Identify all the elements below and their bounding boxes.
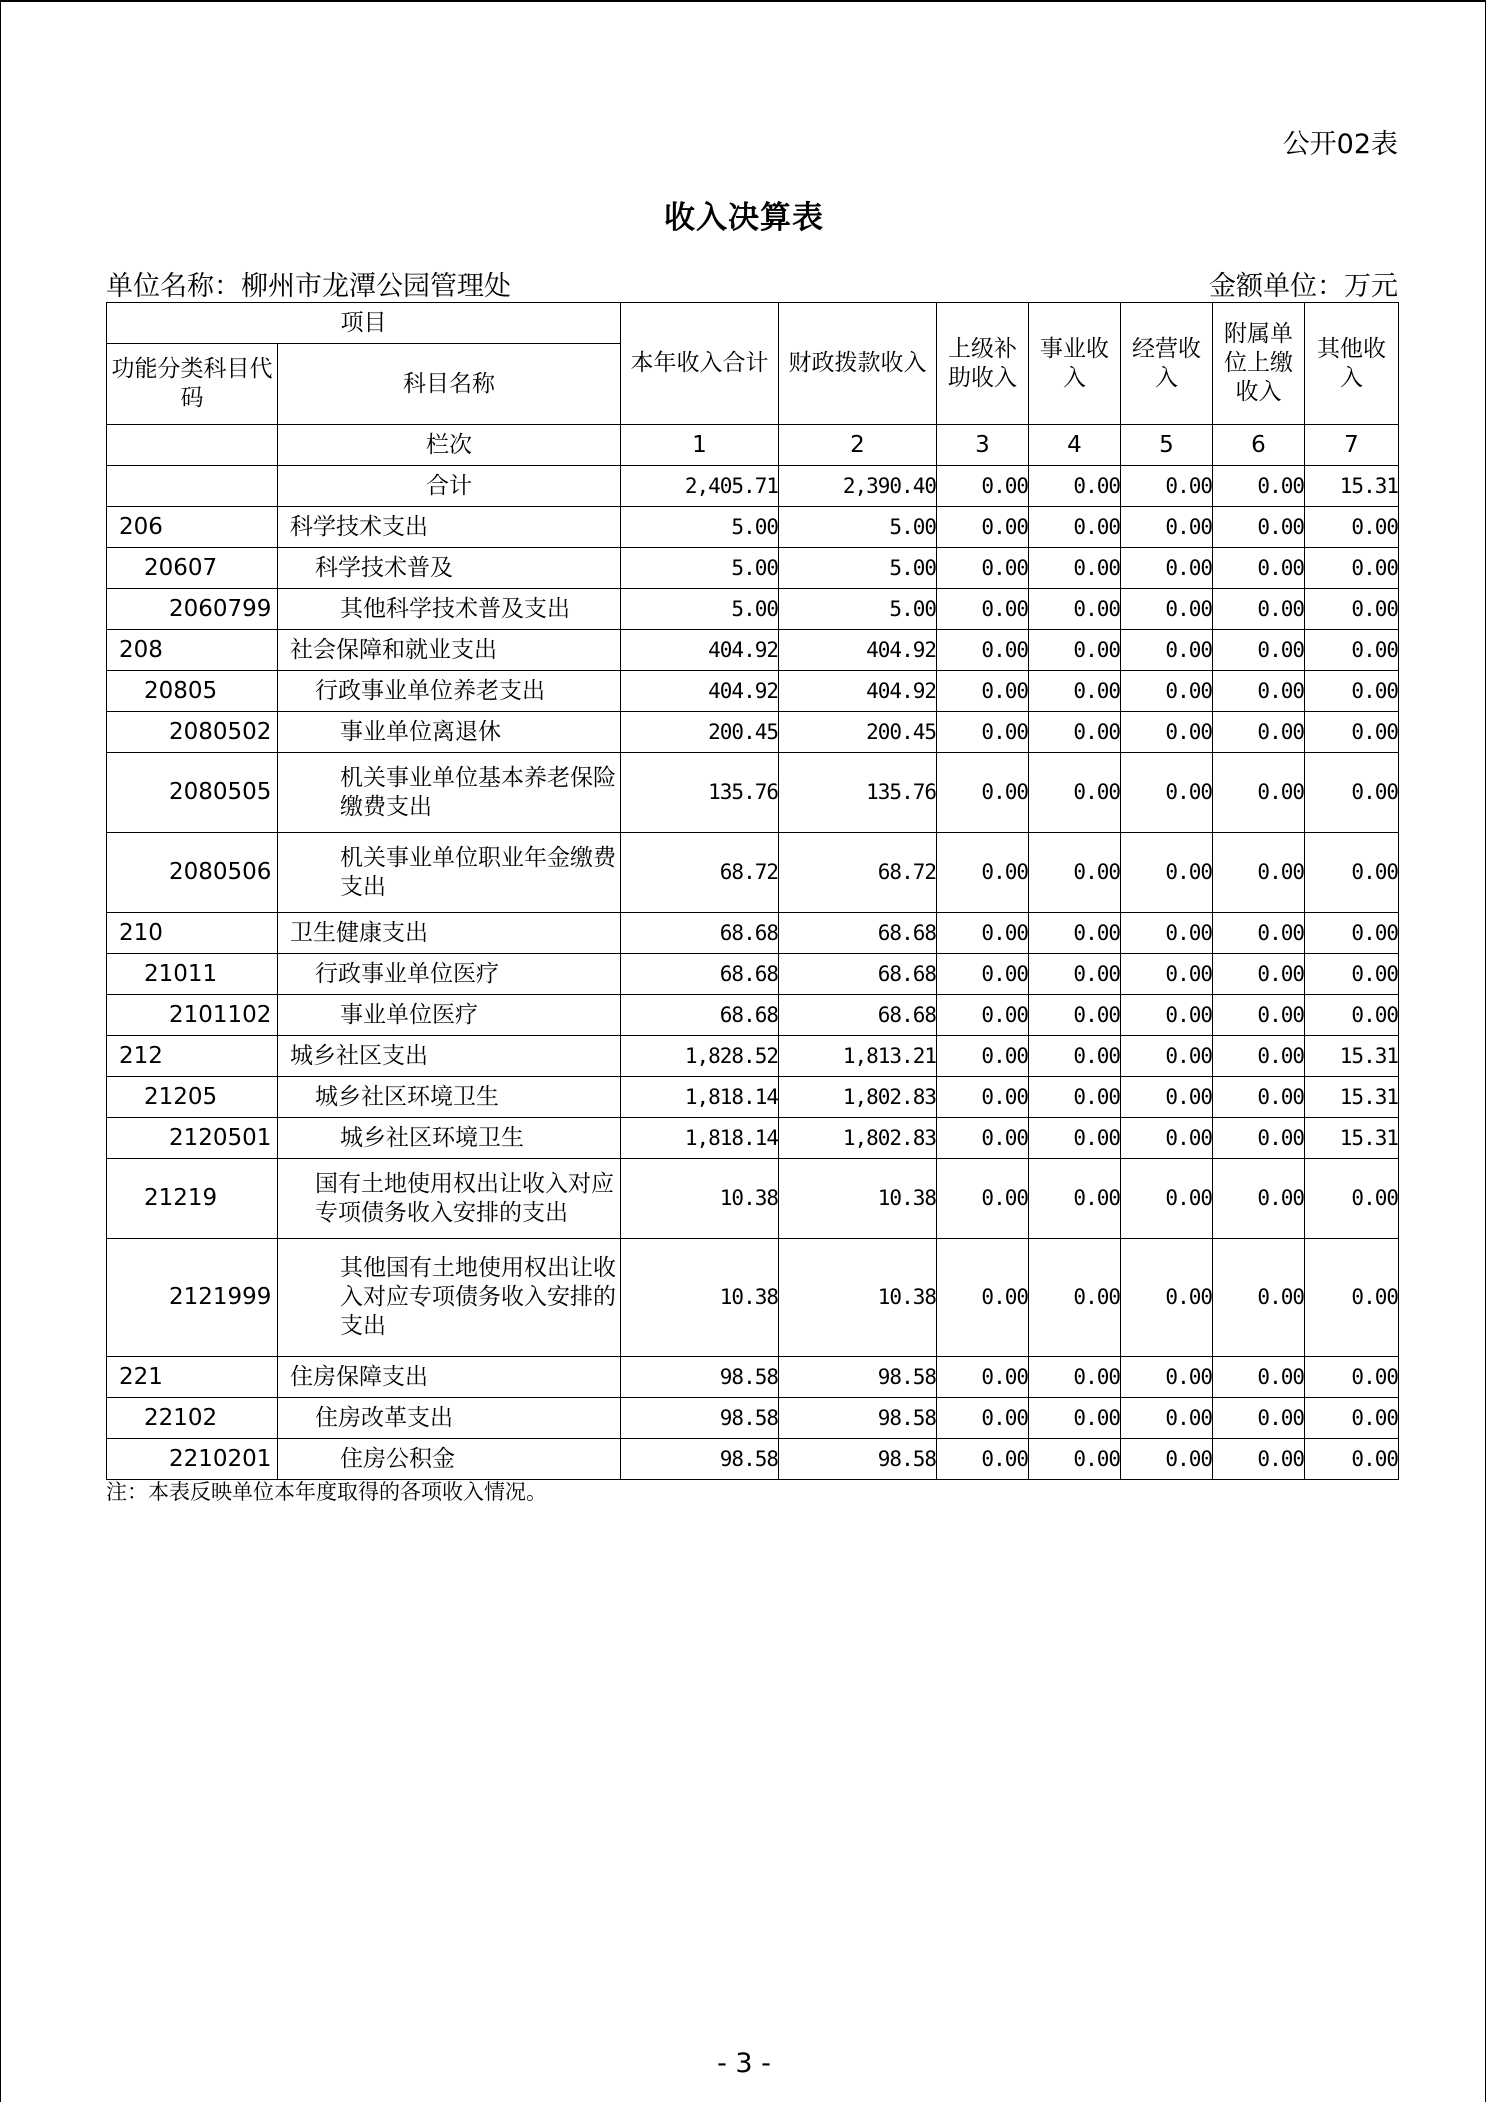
row-value-col1: 98.58 [621,1357,779,1398]
row-value-col2: 404.92 [779,671,937,712]
row-value-col3: 0.00 [937,507,1029,548]
row-code: 208 [107,630,278,671]
column-index-label: 栏次 [278,425,621,466]
row-name: 其他国有土地使用权出让收入对应专项债务收入安排的支出 [278,1239,621,1357]
page-number: - 3 - [717,2048,771,2079]
row-value-col3: 0.00 [937,1118,1029,1159]
header-col1: 本年收入合计 [621,303,779,425]
row-code: 2080505 [107,753,278,833]
row-value-col3: 0.00 [937,1398,1029,1439]
table-row [107,1398,1399,1439]
row-value-col2: 98.58 [779,1439,937,1480]
header-col6: 附属单位上缴收入 [1213,303,1305,425]
row-code: 2210201 [107,1439,278,1480]
row-code: 21011 [107,954,278,995]
row-value-col1: 5.00 [621,507,779,548]
header-code: 功能分类科目代码 [107,344,278,425]
row-value-col1: 1,828.52 [621,1036,779,1077]
row-value-col7: 0.00 [1305,1439,1399,1480]
row-value-col3: 0.00 [937,833,1029,913]
row-value-col7: 0.00 [1305,1398,1399,1439]
row-code: 2120501 [107,1118,278,1159]
row-name: 科学技术支出 [278,507,621,548]
row-value-col5: 0.00 [1121,1036,1213,1077]
row-value-col3: 0.00 [937,995,1029,1036]
row-value-col4: 0.00 [1029,548,1121,589]
row-value-col3: 0.00 [937,753,1029,833]
row-code: 210 [107,913,278,954]
row-code: 212 [107,1036,278,1077]
row-value-col7: 0.00 [1305,589,1399,630]
row-value-col1: 98.58 [621,1439,779,1480]
row-value-col1: 10.38 [621,1159,779,1239]
row-value-col7: 0.00 [1305,1159,1399,1239]
row-value-col7: 0.00 [1305,548,1399,589]
row-value-col4: 0.00 [1029,466,1121,507]
row-value-col2: 5.00 [779,548,937,589]
row-value-col6: 0.00 [1213,1118,1305,1159]
row-value-col5: 0.00 [1121,913,1213,954]
row-code: 2121999 [107,1239,278,1357]
row-value-col5: 0.00 [1121,1159,1213,1239]
row-value-col4: 0.00 [1029,1036,1121,1077]
row-value-col4: 0.00 [1029,671,1121,712]
table-row [107,630,1399,671]
row-value-col7: 0.00 [1305,913,1399,954]
row-value-col6: 0.00 [1213,712,1305,753]
table-row [107,466,1399,507]
row-value-col2: 68.68 [779,913,937,954]
row-value-col2: 404.92 [779,630,937,671]
row-value-col3: 0.00 [937,466,1029,507]
row-value-col3: 0.00 [937,1239,1029,1357]
row-value-col7: 15.31 [1305,1036,1399,1077]
row-value-col4: 0.00 [1029,589,1121,630]
table-row [107,1118,1399,1159]
row-value-col1: 5.00 [621,589,779,630]
row-value-col3: 0.00 [937,589,1029,630]
row-value-col7: 0.00 [1305,1357,1399,1398]
row-value-col5: 0.00 [1121,630,1213,671]
row-value-col1: 10.38 [621,1239,779,1357]
row-code: 22102 [107,1398,278,1439]
row-name: 事业单位离退休 [278,712,621,753]
row-value-col3: 0.00 [937,1077,1029,1118]
row-value-col6: 0.00 [1213,1159,1305,1239]
row-value-col4: 0.00 [1029,712,1121,753]
row-value-col1: 404.92 [621,630,779,671]
row-value-col3: 0.00 [937,1159,1029,1239]
row-name: 事业单位医疗 [278,995,621,1036]
row-value-col5: 0.00 [1121,1118,1213,1159]
row-value-col6: 0.00 [1213,1036,1305,1077]
row-code: 221 [107,1357,278,1398]
row-value-col6: 0.00 [1213,507,1305,548]
row-name: 科学技术普及 [278,548,621,589]
column-index-7: 7 [1305,425,1399,466]
row-value-col6: 0.00 [1213,1398,1305,1439]
table-body [107,466,1399,1480]
header-name: 科目名称 [278,344,621,425]
row-value-col1: 1,818.14 [621,1118,779,1159]
income-table [106,302,1399,1480]
row-value-col1: 68.68 [621,954,779,995]
row-value-col7: 0.00 [1305,712,1399,753]
row-value-col6: 0.00 [1213,995,1305,1036]
row-value-col5: 0.00 [1121,1398,1213,1439]
row-value-col4: 0.00 [1029,1077,1121,1118]
row-value-col4: 0.00 [1029,833,1121,913]
row-value-col7: 0.00 [1305,995,1399,1036]
row-value-col7: 0.00 [1305,671,1399,712]
table-row [107,753,1399,833]
row-value-col2: 10.38 [779,1159,937,1239]
row-value-col3: 0.00 [937,630,1029,671]
column-index-6: 6 [1213,425,1305,466]
row-value-col5: 0.00 [1121,507,1213,548]
table-header [107,303,1399,466]
row-value-col4: 0.00 [1029,995,1121,1036]
table-row [107,548,1399,589]
row-code: 2101102 [107,995,278,1036]
row-value-col5: 0.00 [1121,995,1213,1036]
header-col2: 财政拨款收入 [779,303,937,425]
row-value-col3: 0.00 [937,671,1029,712]
table-note: 注：本表反映单位本年度取得的各项收入情况。 [106,1480,547,1504]
row-value-col7: 15.31 [1305,466,1399,507]
row-value-col3: 0.00 [937,712,1029,753]
row-value-col5: 0.00 [1121,1439,1213,1480]
row-value-col1: 68.68 [621,913,779,954]
row-value-col6: 0.00 [1213,954,1305,995]
row-value-col5: 0.00 [1121,954,1213,995]
row-value-col2: 200.45 [779,712,937,753]
row-name: 卫生健康支出 [278,913,621,954]
row-value-col1: 404.92 [621,671,779,712]
row-value-col5: 0.00 [1121,712,1213,753]
row-value-col7: 0.00 [1305,630,1399,671]
row-value-col6: 0.00 [1213,466,1305,507]
row-name: 住房公积金 [278,1439,621,1480]
row-value-col1: 68.68 [621,995,779,1036]
row-value-col5: 0.00 [1121,833,1213,913]
table-row [107,1239,1399,1357]
row-value-col6: 0.00 [1213,1239,1305,1357]
row-value-col4: 0.00 [1029,1239,1121,1357]
table-row [107,954,1399,995]
row-value-col4: 0.00 [1029,1439,1121,1480]
row-value-col5: 0.00 [1121,589,1213,630]
amount-unit: 金额单位：万元 [1209,271,1398,302]
row-value-col2: 5.00 [779,589,937,630]
column-index-2: 2 [779,425,937,466]
row-value-col3: 0.00 [937,954,1029,995]
row-code: 21219 [107,1159,278,1239]
row-value-col2: 1,802.83 [779,1118,937,1159]
row-value-col7: 0.00 [1305,507,1399,548]
row-value-col3: 0.00 [937,1439,1029,1480]
row-value-col5: 0.00 [1121,548,1213,589]
column-index-3: 3 [937,425,1029,466]
row-value-col4: 0.00 [1029,1357,1121,1398]
row-value-col6: 0.00 [1213,671,1305,712]
column-index-1: 1 [621,425,779,466]
row-value-col7: 0.00 [1305,833,1399,913]
row-value-col1: 2,405.71 [621,466,779,507]
header-col5: 经营收入 [1121,303,1213,425]
form-number: 公开02表 [1282,129,1398,160]
row-value-col5: 0.00 [1121,671,1213,712]
table-row [107,1077,1399,1118]
row-value-col2: 98.58 [779,1357,937,1398]
table-row [107,995,1399,1036]
row-value-col2: 1,813.21 [779,1036,937,1077]
row-value-col4: 0.00 [1029,913,1121,954]
row-value-col2: 1,802.83 [779,1077,937,1118]
row-value-col2: 135.76 [779,753,937,833]
row-value-col5: 0.00 [1121,753,1213,833]
row-name: 住房保障支出 [278,1357,621,1398]
row-value-col3: 0.00 [937,1036,1029,1077]
row-value-col1: 68.72 [621,833,779,913]
table-row [107,913,1399,954]
row-name: 国有土地使用权出让收入对应专项债务收入安排的支出 [278,1159,621,1239]
row-code: 20805 [107,671,278,712]
row-value-col6: 0.00 [1213,753,1305,833]
table-row [107,1036,1399,1077]
row-name: 机关事业单位基本养老保险缴费支出 [278,753,621,833]
row-value-col6: 0.00 [1213,1357,1305,1398]
row-value-col1: 135.76 [621,753,779,833]
row-value-col5: 0.00 [1121,466,1213,507]
row-value-col2: 68.68 [779,954,937,995]
row-value-col6: 0.00 [1213,630,1305,671]
column-index-4: 4 [1029,425,1121,466]
row-value-col2: 2,390.40 [779,466,937,507]
row-name: 城乡社区支出 [278,1036,621,1077]
row-name: 合计 [278,466,621,507]
row-value-col2: 10.38 [779,1239,937,1357]
table-row [107,1159,1399,1239]
row-code: 21205 [107,1077,278,1118]
row-value-col3: 0.00 [937,913,1029,954]
row-value-col4: 0.00 [1029,954,1121,995]
row-value-col6: 0.00 [1213,913,1305,954]
row-code: 2080506 [107,833,278,913]
row-code: 206 [107,507,278,548]
row-value-col5: 0.00 [1121,1357,1213,1398]
table-row [107,589,1399,630]
row-value-col7: 0.00 [1305,1239,1399,1357]
table-row [107,1439,1399,1480]
header-col7: 其他收入 [1305,303,1399,425]
row-name: 其他科学技术普及支出 [278,589,621,630]
page-title: 收入决算表 [664,200,824,236]
row-value-col7: 15.31 [1305,1077,1399,1118]
row-value-col6: 0.00 [1213,1439,1305,1480]
header-col3: 上级补助收入 [937,303,1029,425]
row-value-col4: 0.00 [1029,1159,1121,1239]
row-value-col1: 200.45 [621,712,779,753]
row-value-col7: 0.00 [1305,753,1399,833]
row-code [107,466,278,507]
row-value-col4: 0.00 [1029,1118,1121,1159]
row-value-col2: 68.68 [779,995,937,1036]
header-project: 项目 [107,303,621,344]
row-code: 2060799 [107,589,278,630]
row-name: 行政事业单位医疗 [278,954,621,995]
row-value-col4: 0.00 [1029,507,1121,548]
unit-name: 单位名称：柳州市龙潭公园管理处 [106,271,511,302]
row-code: 2080502 [107,712,278,753]
row-value-col2: 98.58 [779,1398,937,1439]
table-row [107,507,1399,548]
table-row [107,833,1399,913]
row-value-col2: 68.72 [779,833,937,913]
column-index-code [107,425,278,466]
row-value-col5: 0.00 [1121,1239,1213,1357]
row-value-col6: 0.00 [1213,1077,1305,1118]
row-value-col3: 0.00 [937,548,1029,589]
row-name: 城乡社区环境卫生 [278,1077,621,1118]
table-row [107,671,1399,712]
row-value-col4: 0.00 [1029,1398,1121,1439]
row-value-col1: 98.58 [621,1398,779,1439]
row-name: 行政事业单位养老支出 [278,671,621,712]
row-value-col3: 0.00 [937,1357,1029,1398]
row-value-col4: 0.00 [1029,753,1121,833]
row-value-col4: 0.00 [1029,630,1121,671]
row-value-col6: 0.00 [1213,548,1305,589]
table-row [107,1357,1399,1398]
row-value-col6: 0.00 [1213,589,1305,630]
row-name: 社会保障和就业支出 [278,630,621,671]
row-value-col7: 15.31 [1305,1118,1399,1159]
row-value-col6: 0.00 [1213,833,1305,913]
row-value-col2: 5.00 [779,507,937,548]
column-index-5: 5 [1121,425,1213,466]
header-col4: 事业收入 [1029,303,1121,425]
row-value-col5: 0.00 [1121,1077,1213,1118]
row-name: 住房改革支出 [278,1398,621,1439]
row-value-col1: 1,818.14 [621,1077,779,1118]
table-row [107,712,1399,753]
row-value-col1: 5.00 [621,548,779,589]
row-name: 城乡社区环境卫生 [278,1118,621,1159]
row-value-col7: 0.00 [1305,954,1399,995]
row-code: 20607 [107,548,278,589]
row-name: 机关事业单位职业年金缴费支出 [278,833,621,913]
